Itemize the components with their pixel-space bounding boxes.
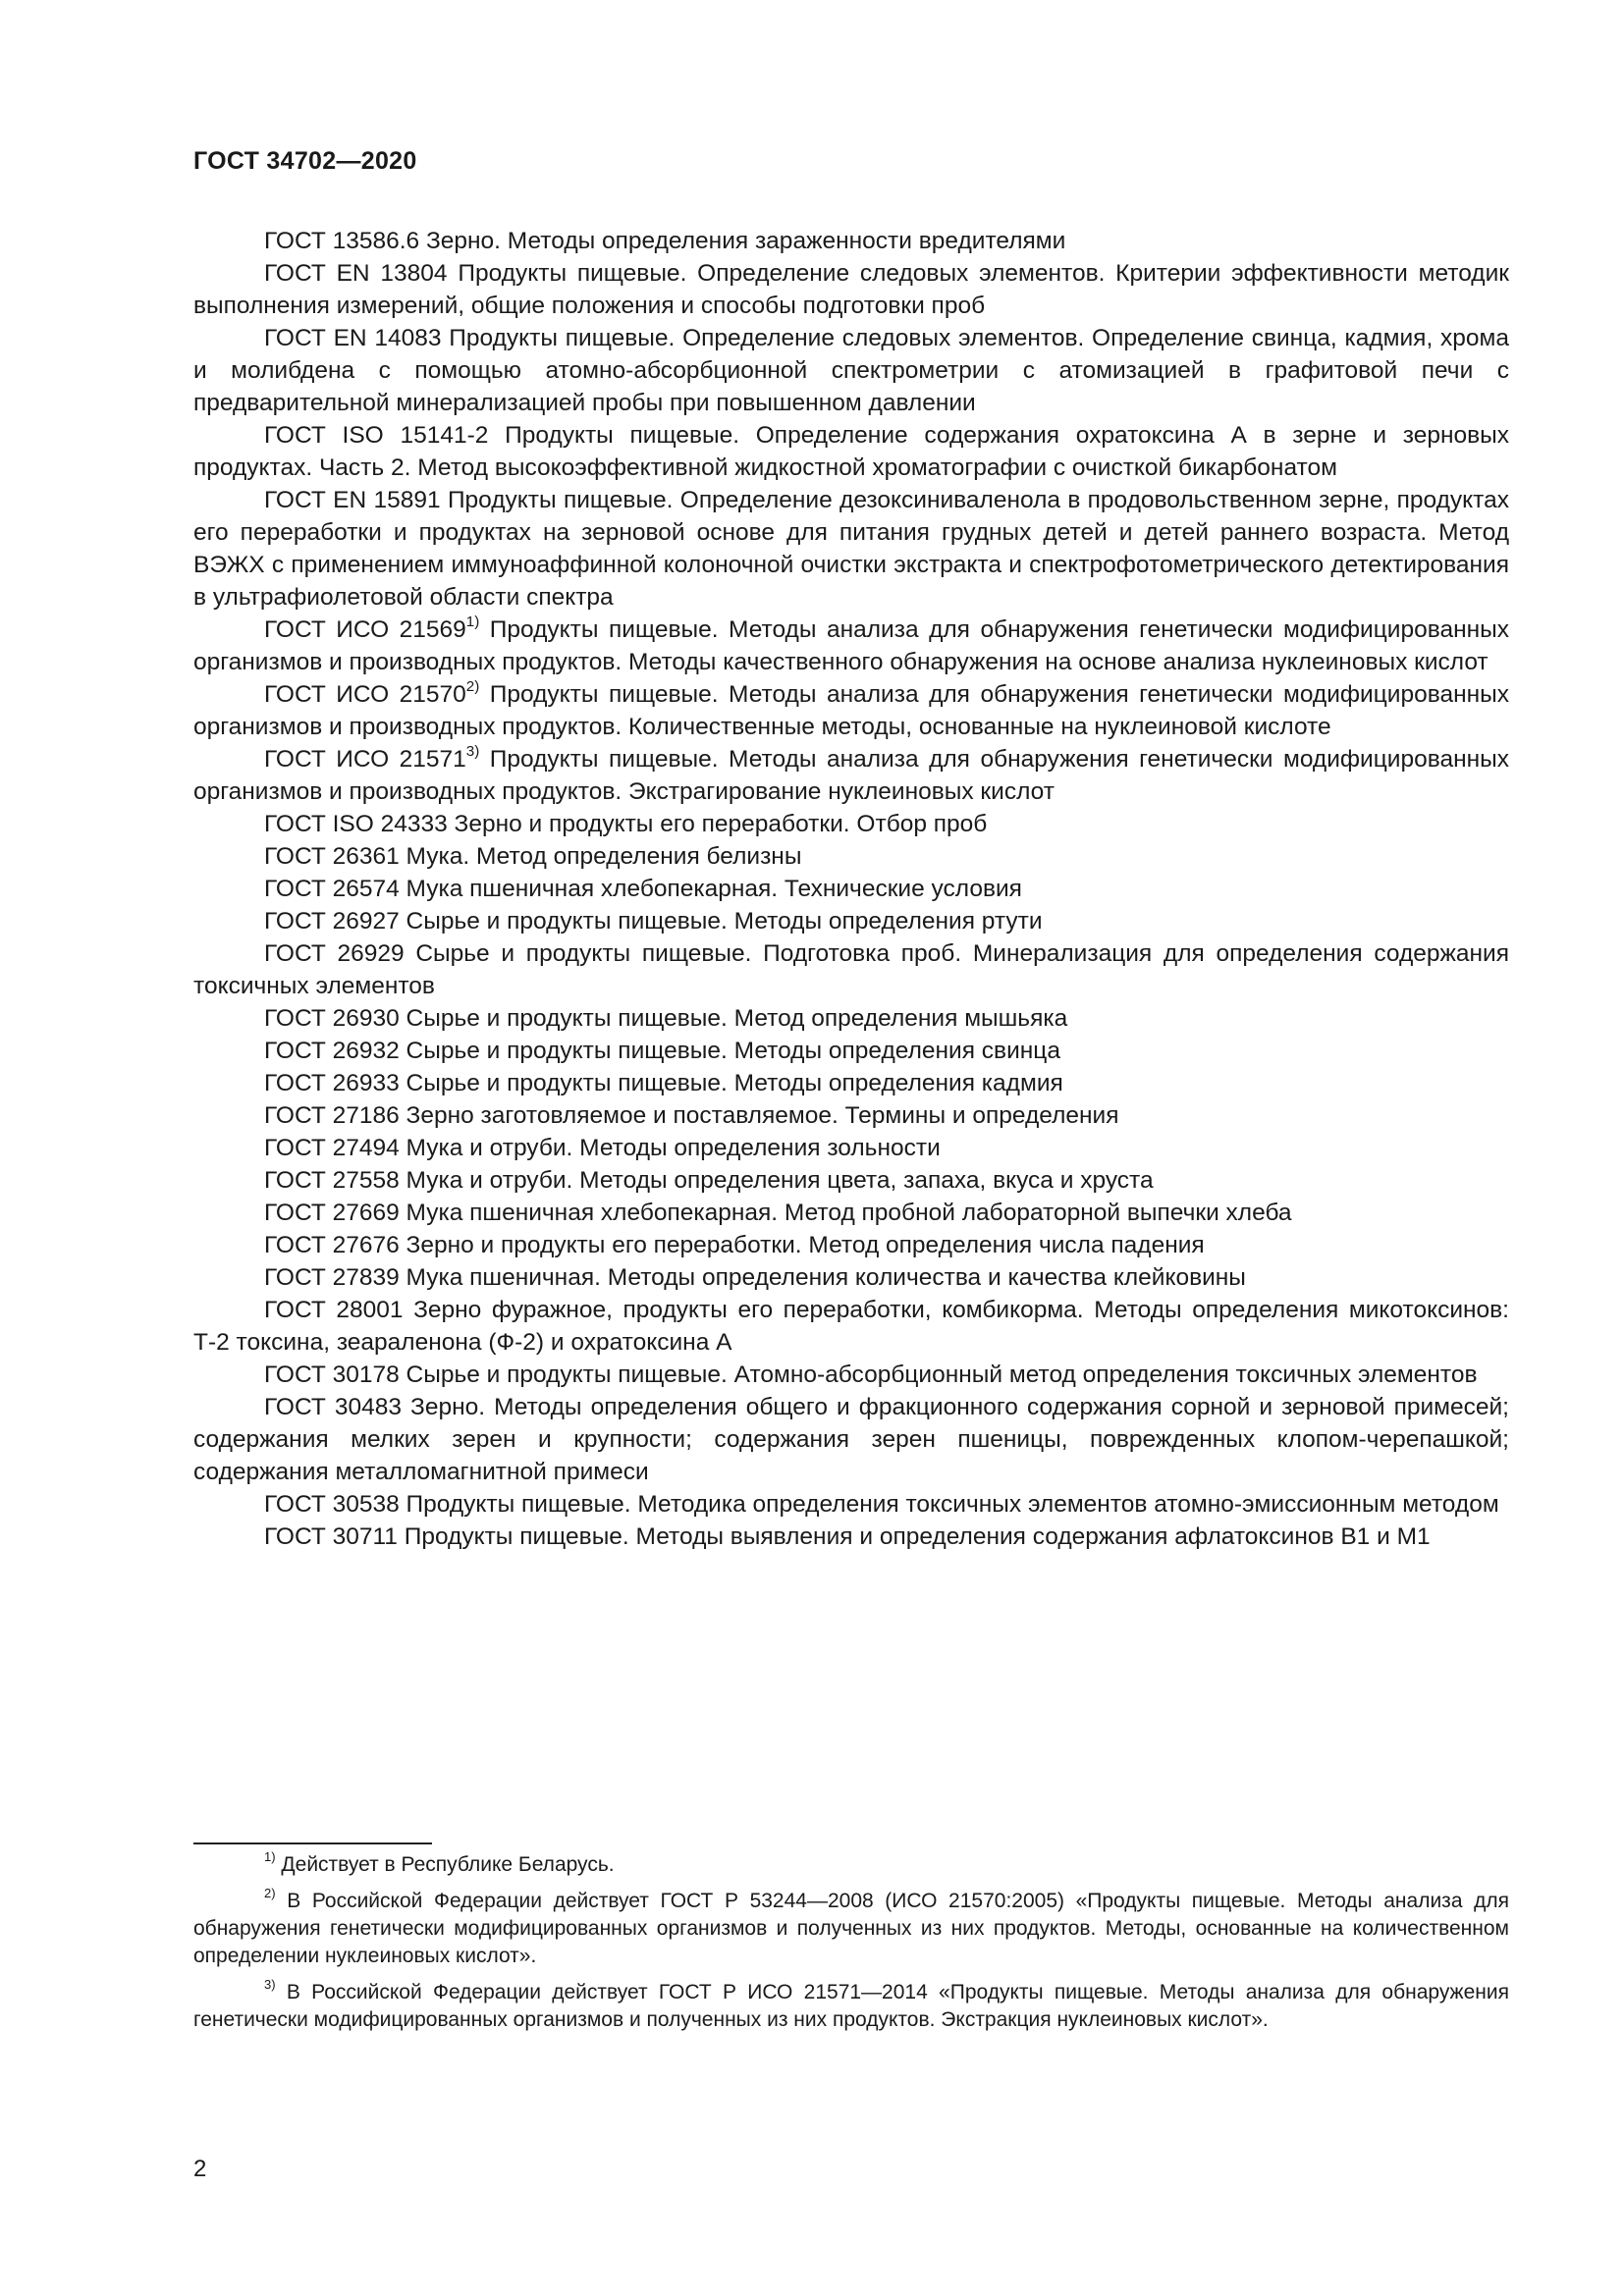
footnote-ref-marker: 1) <box>465 613 480 630</box>
reference-title: Продукты пищевые. Методы анализа для обнаружения генетически модифицированных организмов и производных продуктов. Экстрагирование нуклеиновых кислот <box>193 746 1509 805</box>
footnotes <box>193 1851 1509 2043</box>
reference-entry: ГОСТ EN 14083 Продукты пищевые. Определение следовых элементов. Определение свинца, кадмия, хрома и молибдена с помощью атомно-абсорбционной спектрометрии с атомизацией в графитовой печи с предварительной минерализацией пробы при повышенном давлении <box>193 325 1509 416</box>
reference-entry: ГОСТ ISO 24333 Зерно и продукты его переработки. Отбор проб <box>264 811 988 837</box>
reference-entry: ГОСТ 27669 Мука пшеничная хлебопекарная. Метод пробной лабораторной выпечки хлеба <box>264 1200 1292 1226</box>
reference-entry <box>193 678 1509 743</box>
footnote-separator <box>193 1842 432 1844</box>
reference-title: Продукты пищевые. Методы анализа для обнаружения генетически модифицированных организмов и производных продуктов. Количественные методы, основанные на нуклеиновой кислоте <box>193 681 1509 740</box>
footnote-marker: 3) <box>264 1977 276 1993</box>
reference-entry: ГОСТ ISO 15141-2 Продукты пищевые. Определение содержания охратоксина А в зерне и зерновых продуктах. Часть 2. Метод высокоэффективной жидкостной хроматографии с очисткой бикарбонатом <box>193 422 1509 481</box>
reference-entry: ГОСТ 30538 Продукты пищевые. Методика определения токсичных элементов атомно-эмиссионным методом <box>264 1491 1499 1518</box>
page-header-title: ГОСТ 34702—2020 <box>193 147 417 175</box>
reference-code: ГОСТ ИСО 21571 <box>264 746 466 773</box>
normative-references-list <box>193 225 1509 1553</box>
footnote-ref-marker: 2) <box>465 677 480 695</box>
footnote-ref-marker: 3) <box>465 742 480 760</box>
reference-entry: ГОСТ 30711 Продукты пищевые. Методы выявления и определения содержания афлатоксинов В1 и М1 <box>264 1523 1431 1550</box>
reference-entry: ГОСТ 27494 Мука и отруби. Методы определения зольности <box>264 1135 941 1161</box>
reference-code: ГОСТ ИСО 21570 <box>264 681 466 708</box>
reference-entry: ГОСТ 26933 Сырье и продукты пищевые. Методы определения кадмия <box>264 1070 1063 1096</box>
reference-code: ГОСТ ИСО 21569 <box>264 616 466 643</box>
reference-entry <box>193 614 1509 678</box>
footnote-marker: 1) <box>264 1849 276 1865</box>
reference-entry: ГОСТ 26927 Сырье и продукты пищевые. Методы определения ртути <box>264 908 1043 934</box>
footnote-text: Действует в Республике Беларусь. <box>275 1853 615 1876</box>
reference-entry: ГОСТ EN 15891 Продукты пищевые. Определение дезоксиниваленола в продовольственном зерне, продуктах его переработки и продуктах на зерновой основе для питания грудных детей и детей раннего возраста. Метод ВЭЖХ с применением иммуноаффинной колоночной очистки экстракта и спектрофотометрического детектирования в ультрафиолетовой области спектра <box>193 487 1509 611</box>
reference-entry: ГОСТ 26361 Мука. Метод определения белизны <box>264 843 802 870</box>
reference-entry: ГОСТ 27839 Мука пшеничная. Методы определения количества и качества клейковины <box>264 1264 1246 1291</box>
reference-entry: ГОСТ 28001 Зерно фуражное, продукты его переработки, комбикорма. Методы определения микотоксинов: Т-2 токсина, зеараленона (Ф-2) и охратоксина А <box>193 1297 1509 1356</box>
footnote <box>193 1979 1509 2034</box>
page-number: 2 <box>193 2156 207 2182</box>
footnote-text: В Российской Федерации действует ГОСТ Р 53244—2008 (ИСО 21570:2005) «Продукты пищевые. Методы анализа для обнаружения генетически модифицированных организмов и полученных из них продуктов. Методы, основанные на количественном определении нуклеиновых кислот». <box>193 1890 1509 1967</box>
reference-entry: ГОСТ 13586.6 Зерно. Методы определения зараженности вредителями <box>264 228 1066 254</box>
reference-entry: ГОСТ 27186 Зерно заготовляемое и поставляемое. Термины и определения <box>264 1102 1119 1129</box>
footnote <box>193 1888 1509 1970</box>
footnote-marker: 2) <box>264 1886 276 1901</box>
reference-entry: ГОСТ 26929 Сырье и продукты пищевые. Подготовка проб. Минерализация для определения содержания токсичных элементов <box>193 940 1509 999</box>
footnote <box>193 1851 1509 1879</box>
reference-entry: ГОСТ 30483 Зерно. Методы определения общего и фракционного содержания сорной и зерновой примесей; содержания мелких зерен и крупности; содержания зерен пшеницы, поврежденных клопом-черепашкой; содержания металломагнитной примеси <box>193 1394 1509 1485</box>
footnote-text: В Российской Федерации действует ГОСТ Р ИСО 21571—2014 «Продукты пищевые. Методы анализа для обнаружения генетически модифицированных организмов и полученных из них продуктов. Экстракция нуклеиновых кислот». <box>193 1981 1509 2031</box>
reference-entry <box>193 743 1509 808</box>
reference-entry: ГОСТ 26932 Сырье и продукты пищевые. Методы определения свинца <box>264 1038 1060 1064</box>
reference-entry: ГОСТ 26574 Мука пшеничная хлебопекарная. Технические условия <box>264 876 1022 902</box>
reference-entry: ГОСТ 27676 Зерно и продукты его переработки. Метод определения числа падения <box>264 1232 1205 1258</box>
reference-entry: ГОСТ EN 13804 Продукты пищевые. Определение следовых элементов. Критерии эффективности методик выполнения измерений, общие положения и способы подготовки проб <box>193 260 1509 319</box>
reference-entry: ГОСТ 27558 Мука и отруби. Методы определения цвета, запаха, вкуса и хруста <box>264 1167 1154 1194</box>
reference-entry: ГОСТ 30178 Сырье и продукты пищевые. Атомно-абсорбционный метод определения токсичных элементов <box>264 1362 1478 1388</box>
reference-title: Продукты пищевые. Методы анализа для обнаружения генетически модифицированных организмов и производных продуктов. Методы качественного обнаружения на основе анализа нуклеиновых кислот <box>193 616 1509 675</box>
reference-entry: ГОСТ 26930 Сырье и продукты пищевые. Метод определения мышьяка <box>264 1005 1068 1032</box>
